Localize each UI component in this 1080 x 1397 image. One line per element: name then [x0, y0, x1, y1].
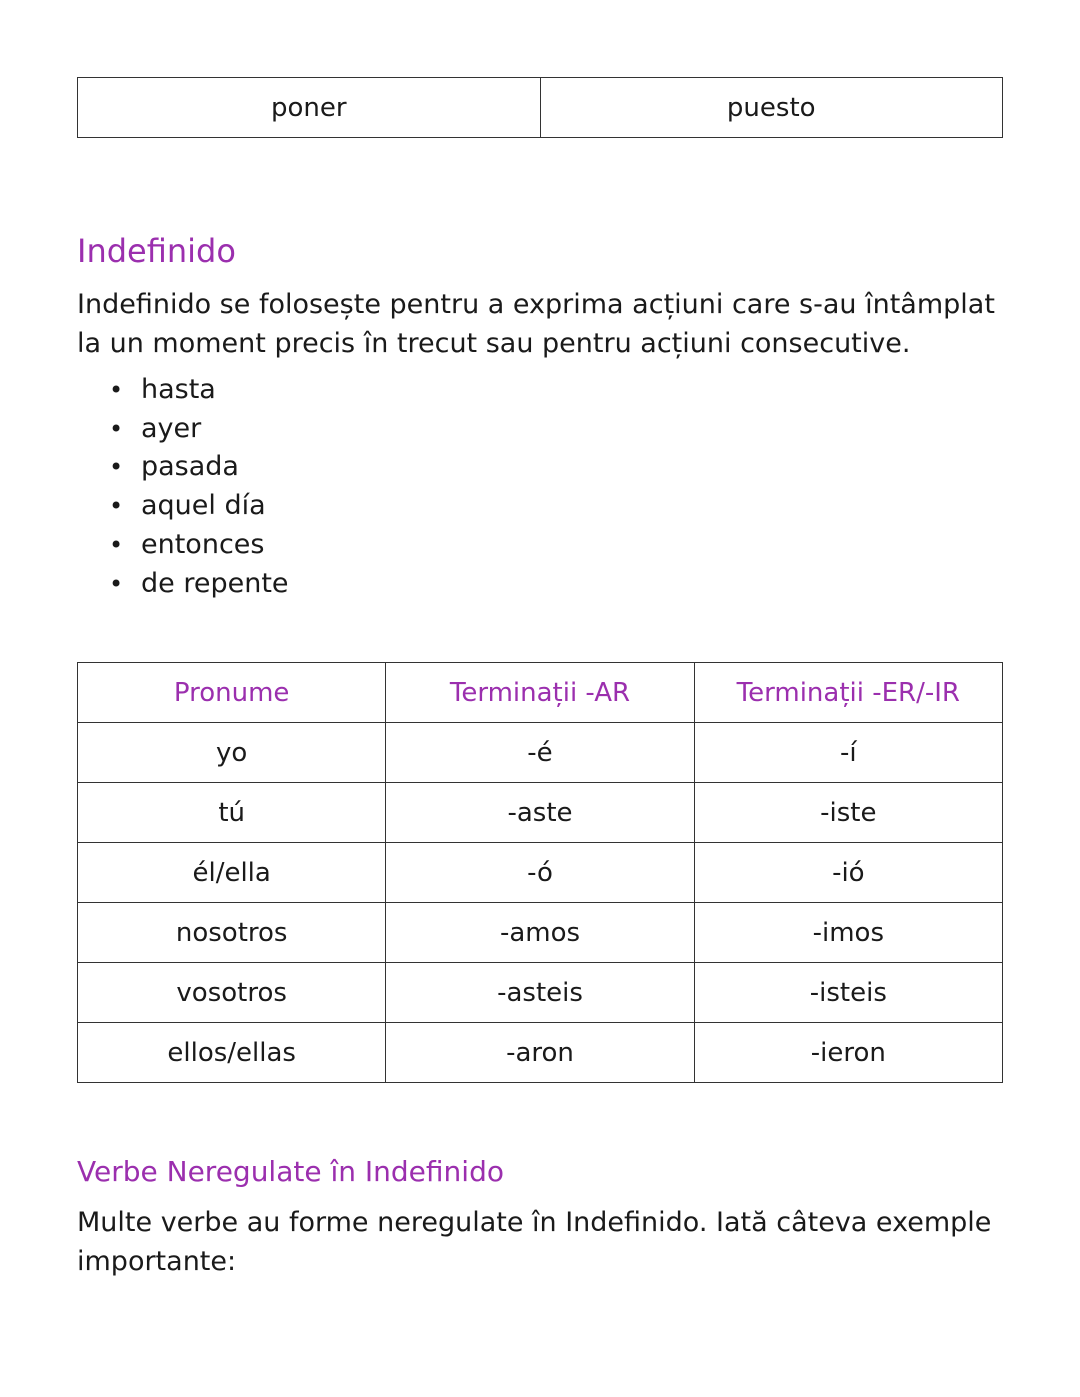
participle-table: [77, 77, 1003, 138]
table-cell: -imos: [694, 903, 1002, 963]
table-row: [78, 723, 1003, 783]
list-item: • entonces: [141, 526, 289, 565]
section-heading-indefinido: Indefinido: [77, 232, 236, 270]
table-row: [78, 843, 1003, 903]
table-row: [78, 1023, 1003, 1083]
section-heading-irregular-verbs: Verbe Neregulate în Indefinido: [77, 1155, 504, 1188]
column-header: Pronume: [78, 663, 386, 723]
table-row: [78, 963, 1003, 1023]
column-header: Terminații -ER/-IR: [694, 663, 1002, 723]
table-cell: poner: [78, 78, 541, 138]
table-cell: yo: [78, 723, 386, 783]
time-markers-list: [77, 371, 289, 603]
table-cell: ellos/ellas: [78, 1023, 386, 1083]
conjugation-table: [77, 662, 1003, 1083]
table-cell: nosotros: [78, 903, 386, 963]
table-cell: tú: [78, 783, 386, 843]
list-item: • hasta: [141, 371, 289, 410]
table-header-row: [78, 663, 1003, 723]
list-item: • ayer: [141, 410, 289, 449]
table-cell: él/ella: [78, 843, 386, 903]
table-cell: -amos: [386, 903, 694, 963]
irregular-verbs-paragraph: Multe verbe au forme neregulate în Indefinido. Iată câteva exemple importante:: [77, 1207, 992, 1277]
table-cell: -é: [386, 723, 694, 783]
list-item: • pasada: [141, 448, 289, 487]
table-cell: -í: [694, 723, 1002, 783]
table-row: [78, 903, 1003, 963]
table-cell: -aste: [386, 783, 694, 843]
table-cell: -ieron: [694, 1023, 1002, 1083]
indefinido-intro-paragraph: Indefinido se folosește pentru a exprima acțiuni care s-au întâmplat la un moment precis în trecut sau pentru acțiuni consecutive.: [77, 289, 995, 359]
table-cell: puesto: [540, 78, 1003, 138]
table-cell: -iste: [694, 783, 1002, 843]
table-cell: -asteis: [386, 963, 694, 1023]
table-row: [78, 783, 1003, 843]
table-cell: -ó: [386, 843, 694, 903]
table-cell: vosotros: [78, 963, 386, 1023]
table-cell: -aron: [386, 1023, 694, 1083]
table-cell: -isteis: [694, 963, 1002, 1023]
list-item: • aquel día: [141, 487, 289, 526]
table-row: [78, 78, 1003, 138]
column-header: Terminații -AR: [386, 663, 694, 723]
list-item: • de repente: [141, 565, 289, 604]
table-cell: -ió: [694, 843, 1002, 903]
